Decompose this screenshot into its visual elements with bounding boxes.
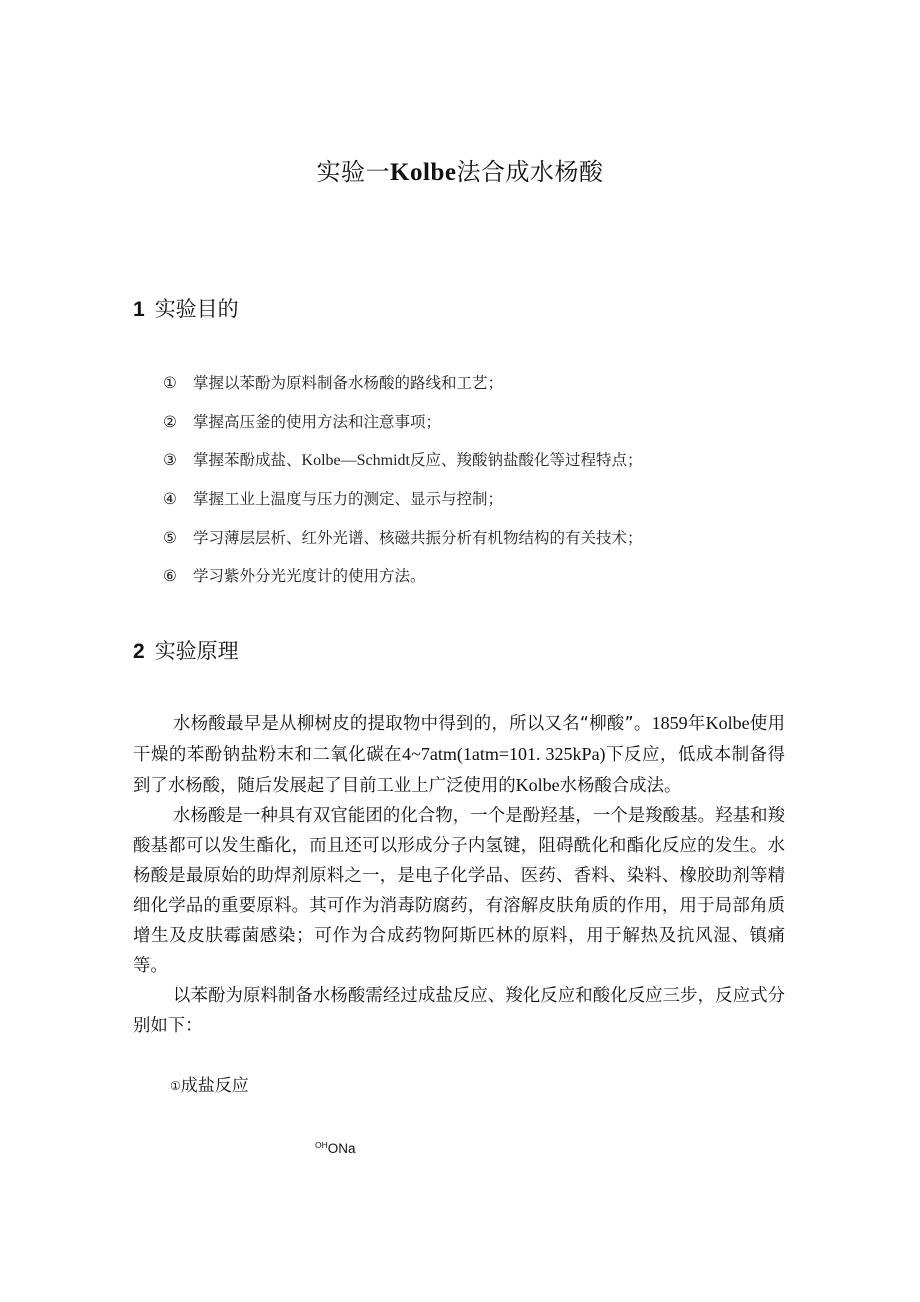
section-heading-objectives [133,293,239,323]
section-title: 实验原理 [154,639,239,663]
list-item [163,370,643,409]
title-suffix: 法合成水杨酸 [456,158,604,186]
list-marker: ③ [163,451,177,470]
chem-oh-label: OH [315,1140,328,1150]
list-marker: ② [163,412,177,431]
p1-pressure: 4~7atm(1atm=101. 325kPa) [402,744,606,764]
list-item-text: 掌握苯酚成盐、 [193,451,302,470]
section-heading-principle [133,635,239,665]
objectives-list [163,370,643,602]
principle-body [133,708,785,1041]
title-prefix: 实验一 [316,158,391,186]
list-item [163,563,643,602]
list-item-text-tail: 反应、羧酸钠盐酸化等过程特点； [409,451,643,470]
paragraph-properties: 水杨酸是一种具有双官能团的化合物，一个是酚羟基，一个是羧酸基。羟基和羧酸基都可以发生酯化，而且还可以形成分子内氢键，阻碍酰化和酯化反应的发生。水杨酸是最原始的助焊剂原料之一，是电子化学品、医药、香料、染料、橡胶助剂等精细化学品的重要原料。其可作为消毒防腐药，有溶解皮肤角质的作用，用于局部角质增生及皮肤霉菌感染；可作为合成药物阿斯匹林的原料，用于解热及抗风湿、镇痛等。 [133,806,785,976]
reaction-marker: ① [170,1079,181,1093]
list-item [163,409,643,448]
title-latin: Kolbe [390,159,457,186]
p1-part-e: 使用干燥的苯酚钠盐粉末和二氧化碳在 [133,714,785,765]
paragraph-history [133,708,785,801]
p1-kolbe-2: Kolbe [515,775,560,795]
reaction-title: 成盐反应 [180,1076,249,1096]
chem-ona-label: ONa [327,1141,356,1156]
list-marker: ① [163,374,177,392]
chemical-structure-labels [315,1140,356,1156]
p1-part-g: 下反应，低成本制备得到了水杨酸，随后发展起了目前工业上广泛使用的 [133,745,785,796]
page-title [0,152,920,187]
section-number: 2 [133,640,145,663]
list-item [163,486,643,525]
list-item-text: 掌握以苯酚为原料制备水杨酸的路线和工艺； [193,374,504,392]
list-item-latin: Kolbe—Schmidt [301,452,410,470]
section-title: 实验目的 [154,297,239,321]
p1-kolbe: Kolbe [705,713,750,733]
list-item [163,525,643,564]
p1-part-a: 水杨酸最早是从柳树皮的提取物中得到的，所以又名“柳酸”。 [173,714,652,734]
p1-part-c: 年 [687,714,706,734]
list-marker: ⑤ [163,528,177,547]
list-marker: ⑥ [163,567,177,586]
list-item-text: 学习紫外分光光度计的使用方法。 [193,567,426,586]
list-item-text: 掌握高压釜的使用方法和注意事项； [193,412,442,431]
list-item-text: 学习薄层层析、红外光谱、核磁共振分析有机物结构的有关技术； [193,528,643,547]
list-item [163,447,643,486]
list-item-text: 掌握工业上温度与压力的测定、显示与控制； [193,490,504,509]
p1-year: 1859 [651,713,688,733]
reaction-step-label [170,1071,249,1096]
list-marker: ④ [163,490,177,509]
paragraph-steps: 以苯酚为原料制备水杨酸需经过成盐反应、羧化反应和酸化反应三步，反应式分别如下： [133,986,785,1036]
p1-part-i: 水杨酸合成法。 [559,776,682,796]
section-number: 1 [133,298,145,321]
